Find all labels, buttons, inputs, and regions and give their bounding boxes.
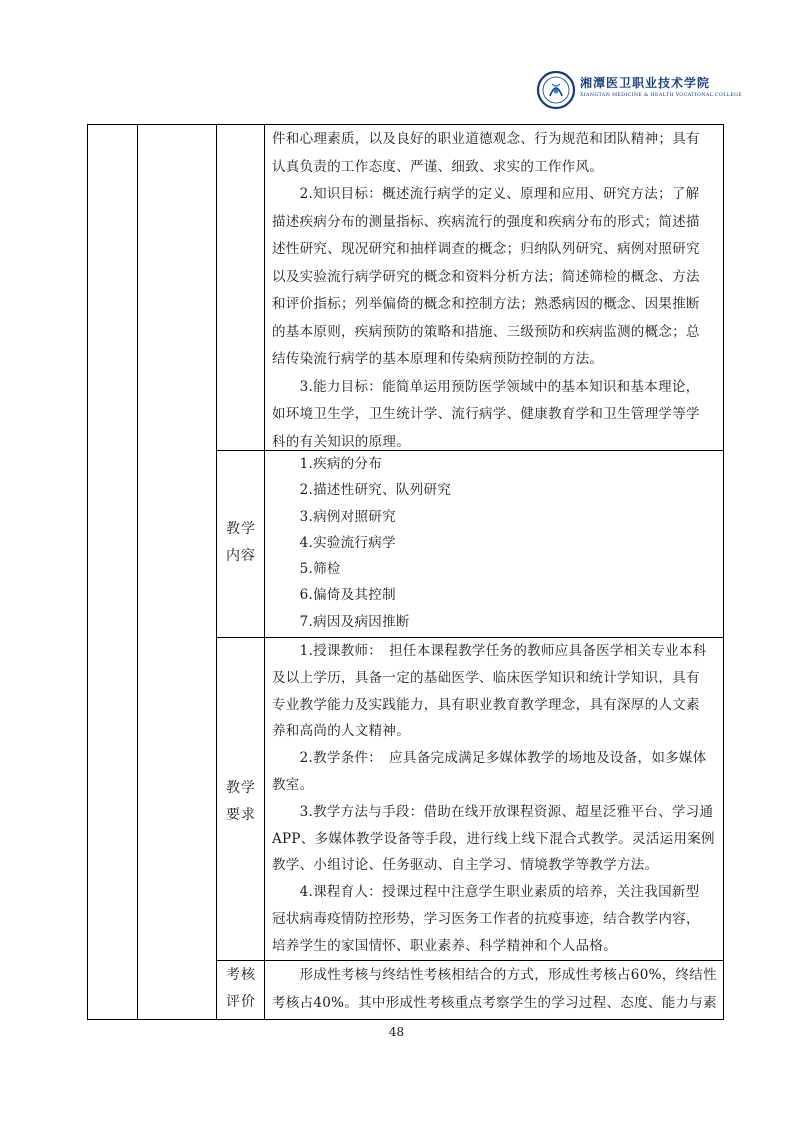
text-line: 述性研究、现况研究和抽样调查的概念；归纳队列研究、病例对照研究: [272, 241, 700, 257]
college-emblem-icon: [534, 70, 578, 110]
text-line: 件和心理素质，以及良好的职业道德观念、行为规范和团队精神；具有: [272, 131, 700, 147]
text-line: 及以上学历，具备一定的基础医学、临床医学知识和统计学知识，具有: [272, 669, 700, 686]
list-item: 2.描述性研究、队列研究: [272, 482, 452, 499]
text-line: 认真负责的工作态度、严谨、细致、求实的工作作风。: [272, 158, 604, 175]
text-line: 2.教学条件： 应具备完成满足多媒体教学的场地及设备，如多媒体: [272, 750, 707, 767]
text-line: 描述疾病分布的测量指标、疾病流行的强度和疾病分布的形式；简述描: [272, 213, 700, 230]
text-line: 4.课程育人：授课过程中注意学生职业素质的培养，关注我国新型: [272, 884, 700, 901]
assessment-text: [272, 962, 717, 1017]
text-line: 1.授课教师： 担任本课程教学任务的教师应具备医学相关专业本科: [272, 643, 707, 659]
list-item: 5.筛检: [272, 561, 341, 578]
text-line: 3.能力目标：能简单运用预防医学领域中的基本知识和基本理论，: [272, 378, 700, 395]
college-name-en: XIANGTAN MEDICINE & HEALTH VOCATIONAL COLLEGE: [580, 92, 743, 98]
list-item: 3.病例对照研究: [272, 508, 396, 525]
text-line: 考核占40%。其中形成性考核重点考察学生的学习过程、态度、能力与素: [272, 994, 717, 1011]
text-line: 3.教学方法与手段：借助在线开放课程资源、超星泛雅平台、学习通: [272, 803, 714, 820]
text-line: 培养学生的家国情怀、职业素养、科学精神和个人品格。: [272, 937, 617, 954]
list-item: 1.疾病的分布: [272, 456, 383, 472]
text-line: 科的有关知识的原理。: [272, 433, 410, 450]
assessment-label: 考核 评价: [226, 967, 256, 1010]
text-line: APP、多媒体教学设备等手段，进行线上线下混合式教学。灵活运用案例: [272, 830, 715, 847]
text-line: 专业教学能力及实践能力，具有职业教育教学理念，具有深厚的人文素: [272, 696, 700, 713]
college-name-cn: 湘潭医卫职业技术学院: [580, 76, 711, 90]
list-item: 4.实验流行病学: [272, 534, 396, 551]
text-line: 和评价指标；列举偏倚的概念和控制方法；熟悉病因的概念、因果推断: [272, 296, 700, 312]
list-item: 7.病因及病因推断: [272, 613, 410, 630]
teaching-requirements-text: [272, 638, 715, 960]
text-line: 教室。: [272, 776, 314, 793]
objectives-text: [272, 126, 700, 456]
text-line: 冠状病毒疫情防控形势，学习医务工作者的抗疫事迹，结合教学内容，: [272, 910, 700, 927]
list-item: 6.偏倚及其控制: [272, 587, 396, 604]
text-line: 养和高尚的人文精神。: [272, 723, 410, 740]
text-line: 形成性考核与终结性考核相结合的方式，形成性考核占60%，终结性: [272, 967, 717, 983]
text-line: 2.知识目标：概述流行病学的定义、原理和应用、研究方法；了解: [272, 186, 700, 202]
teaching-content-list: [272, 451, 451, 635]
text-line: 的基本原则，疾病预防的策略和措施、三级预防和疾病监测的概念；总: [272, 323, 700, 340]
teaching-content-label: 教学 内容: [226, 521, 256, 564]
text-line: 结传染流行病学的基本原理和传染病预防控制的方法。: [272, 351, 604, 367]
text-line: 如环境卫生学，卫生统计学、流行病学、健康教育学和卫生管理学等学: [272, 406, 700, 422]
text-line: 教学、小组讨论、任务驱动、自主学习、情境教学等教学方法。: [272, 857, 659, 874]
text-line: 以及实验流行病学研究的概念和资料分析方法；简述筛检的概念、方法: [272, 268, 700, 285]
page-number: 48: [388, 1025, 405, 1039]
teaching-requirements-label: 教学 要求: [226, 780, 256, 823]
